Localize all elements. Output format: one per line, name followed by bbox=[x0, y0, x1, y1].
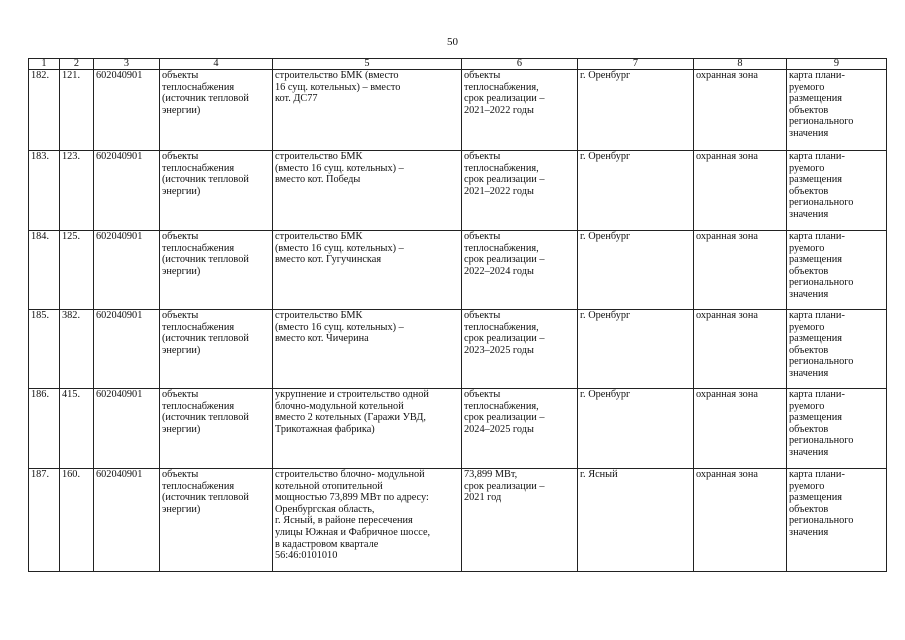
table-row bbox=[29, 231, 887, 310]
description-cell: строительство БМК (вместо 16 сущ. котельных) – вместо кот. ДС77 bbox=[273, 70, 462, 151]
object-type-cell: объекты теплоснабжения (источник тепловой энергии) bbox=[160, 151, 273, 231]
planning-objects-table bbox=[28, 58, 887, 572]
code-cell: 602040901 bbox=[94, 231, 160, 310]
code-cell: 602040901 bbox=[94, 389, 160, 469]
characteristics-cell: 73,899 МВт, срок реализации – 2021 год bbox=[462, 469, 578, 572]
location-cell: г. Оренбург bbox=[578, 389, 694, 469]
table-row bbox=[29, 151, 887, 231]
map-reference-cell: карта плани- руемого размещения объектов регионального значения bbox=[787, 231, 887, 310]
object-number-cell: 160. bbox=[60, 469, 94, 572]
map-reference-cell: карта плани- руемого размещения объектов регионального значения bbox=[787, 469, 887, 572]
characteristics-cell: объекты теплоснабжения, срок реализации – 2021–2022 годы bbox=[462, 151, 578, 231]
map-reference-cell: карта плани- руемого размещения объектов регионального значения bbox=[787, 389, 887, 469]
location-cell: г. Оренбург bbox=[578, 231, 694, 310]
object-number-cell: 125. bbox=[60, 231, 94, 310]
zone-cell: охранная зона bbox=[694, 469, 787, 572]
object-type-cell: объекты теплоснабжения (источник тепловой энергии) bbox=[160, 70, 273, 151]
object-number-cell: 121. bbox=[60, 70, 94, 151]
location-cell: г. Ясный bbox=[578, 469, 694, 572]
row-number-cell: 183. bbox=[29, 151, 60, 231]
map-reference-cell: карта плани- руемого размещения объектов регионального значения bbox=[787, 151, 887, 231]
object-type-cell: объекты теплоснабжения (источник тепловой энергии) bbox=[160, 310, 273, 389]
location-cell: г. Оренбург bbox=[578, 310, 694, 389]
location-cell: г. Оренбург bbox=[578, 70, 694, 151]
row-number-cell: 182. bbox=[29, 70, 60, 151]
description-cell: строительство блочно- модульной котельной отопительной мощностью 73,899 МВт по адресу: Оренбургская область, г. Ясный, в районе пересечения улицы Южная и Фабричное шоссе, в кадастровом квартале 56:46:0101010 bbox=[273, 469, 462, 572]
location-cell: г. Оренбург bbox=[578, 151, 694, 231]
characteristics-cell: объекты теплоснабжения, срок реализации – 2021–2022 годы bbox=[462, 70, 578, 151]
column-header-2: 2 bbox=[60, 59, 94, 70]
column-header-3: 3 bbox=[94, 59, 160, 70]
description-cell: укрупнение и строительство одной блочно-модульной котельной вместо 2 котельных (Гаражи УВД, Трикотажная фабрика) bbox=[273, 389, 462, 469]
column-header-8: 8 bbox=[694, 59, 787, 70]
code-cell: 602040901 bbox=[94, 310, 160, 389]
table-row bbox=[29, 310, 887, 389]
zone-cell: охранная зона bbox=[694, 70, 787, 151]
description-cell: строительство БМК (вместо 16 сущ. котельных) – вместо кот. Чичерина bbox=[273, 310, 462, 389]
column-header-5: 5 bbox=[273, 59, 462, 70]
zone-cell: охранная зона bbox=[694, 151, 787, 231]
description-cell: строительство БМК (вместо 16 сущ. котельных) – вместо кот. Гугучинская bbox=[273, 231, 462, 310]
column-header-6: 6 bbox=[462, 59, 578, 70]
description-cell: строительство БМК (вместо 16 сущ. котельных) – вместо кот. Победы bbox=[273, 151, 462, 231]
header-row bbox=[29, 59, 887, 70]
code-cell: 602040901 bbox=[94, 151, 160, 231]
row-number-cell: 187. bbox=[29, 469, 60, 572]
table-row bbox=[29, 389, 887, 469]
code-cell: 602040901 bbox=[94, 70, 160, 151]
object-type-cell: объекты теплоснабжения (источник тепловой энергии) bbox=[160, 231, 273, 310]
map-reference-cell: карта плани- руемого размещения объектов регионального значения bbox=[787, 70, 887, 151]
object-number-cell: 382. bbox=[60, 310, 94, 389]
row-number-cell: 184. bbox=[29, 231, 60, 310]
row-number-cell: 186. bbox=[29, 389, 60, 469]
map-reference-cell: карта плани- руемого размещения объектов регионального значения bbox=[787, 310, 887, 389]
code-cell: 602040901 bbox=[94, 469, 160, 572]
object-type-cell: объекты теплоснабжения (источник тепловой энергии) bbox=[160, 469, 273, 572]
zone-cell: охранная зона bbox=[694, 231, 787, 310]
column-header-7: 7 bbox=[578, 59, 694, 70]
table-row bbox=[29, 70, 887, 151]
characteristics-cell: объекты теплоснабжения, срок реализации – 2022–2024 годы bbox=[462, 231, 578, 310]
row-number-cell: 185. bbox=[29, 310, 60, 389]
page-number: 50 bbox=[447, 36, 458, 48]
table-row bbox=[29, 469, 887, 572]
characteristics-cell: объекты теплоснабжения, срок реализации – 2024–2025 годы bbox=[462, 389, 578, 469]
zone-cell: охранная зона bbox=[694, 310, 787, 389]
zone-cell: охранная зона bbox=[694, 389, 787, 469]
object-number-cell: 123. bbox=[60, 151, 94, 231]
characteristics-cell: объекты теплоснабжения, срок реализации – 2023–2025 годы bbox=[462, 310, 578, 389]
object-number-cell: 415. bbox=[60, 389, 94, 469]
object-type-cell: объекты теплоснабжения (источник тепловой энергии) bbox=[160, 389, 273, 469]
column-header-4: 4 bbox=[160, 59, 273, 70]
column-header-9: 9 bbox=[787, 59, 887, 70]
column-header-1: 1 bbox=[29, 59, 60, 70]
